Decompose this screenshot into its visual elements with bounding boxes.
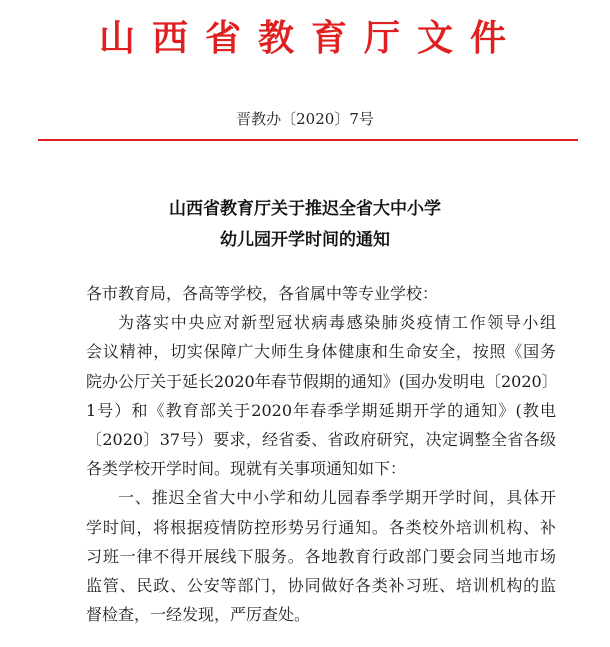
paragraph-line: 为落实中央应对新型冠状病毒感染肺炎疫情工作领导小组 (118, 313, 556, 333)
paragraph-line: 院办公厅关于延长2020年春节假期的通知》(国办发明电〔2020〕 (86, 371, 558, 391)
paragraph-line: 学时间，将根据疫情防控形势另行通知。各类校外培训机构、补 (86, 517, 556, 537)
salutation: 各市教育局，各高等学校，各省属中等专业学校： (86, 284, 439, 303)
paragraph-line: 监管、民政、公安等部门，协同做好各类补习班、培训机构的监 (86, 576, 556, 596)
paragraph-line: 一、推迟全省大中小学和幼儿园春季学期开学时间，具体开 (118, 488, 556, 508)
red-divider-line (38, 139, 578, 141)
paragraph-line: 1号）和《教育部关于2020年春季学期延期开学的通知》(教电 (86, 400, 556, 420)
document-body (86, 279, 556, 629)
paragraph-line: 习班一律不得开展线下服务。各地教育行政部门要会同当地市场 (86, 546, 556, 566)
notice-title-line: 山西省教育厅关于推迟全省大中小学 (169, 199, 441, 219)
paragraph-line: 〔2020〕37号）要求，经省委、省政府研究，决定调整全省各级 (86, 430, 556, 450)
notice-title (0, 194, 610, 256)
document-number: 晋教办〔2020〕7号 (236, 110, 374, 128)
paragraph-line: 会议精神，切实保障广大师生身体健康和生命安全，按照《国务 (86, 342, 556, 362)
notice-title-line: 幼儿园开学时间的通知 (220, 230, 390, 250)
paragraph-line: 各类学校开学时间。现就有关事项通知如下： (86, 459, 407, 479)
paragraph-line: 督检查，一经发现，严厉查处。 (86, 605, 311, 625)
document-header-title: 山西省教育厅文件 (98, 17, 523, 59)
